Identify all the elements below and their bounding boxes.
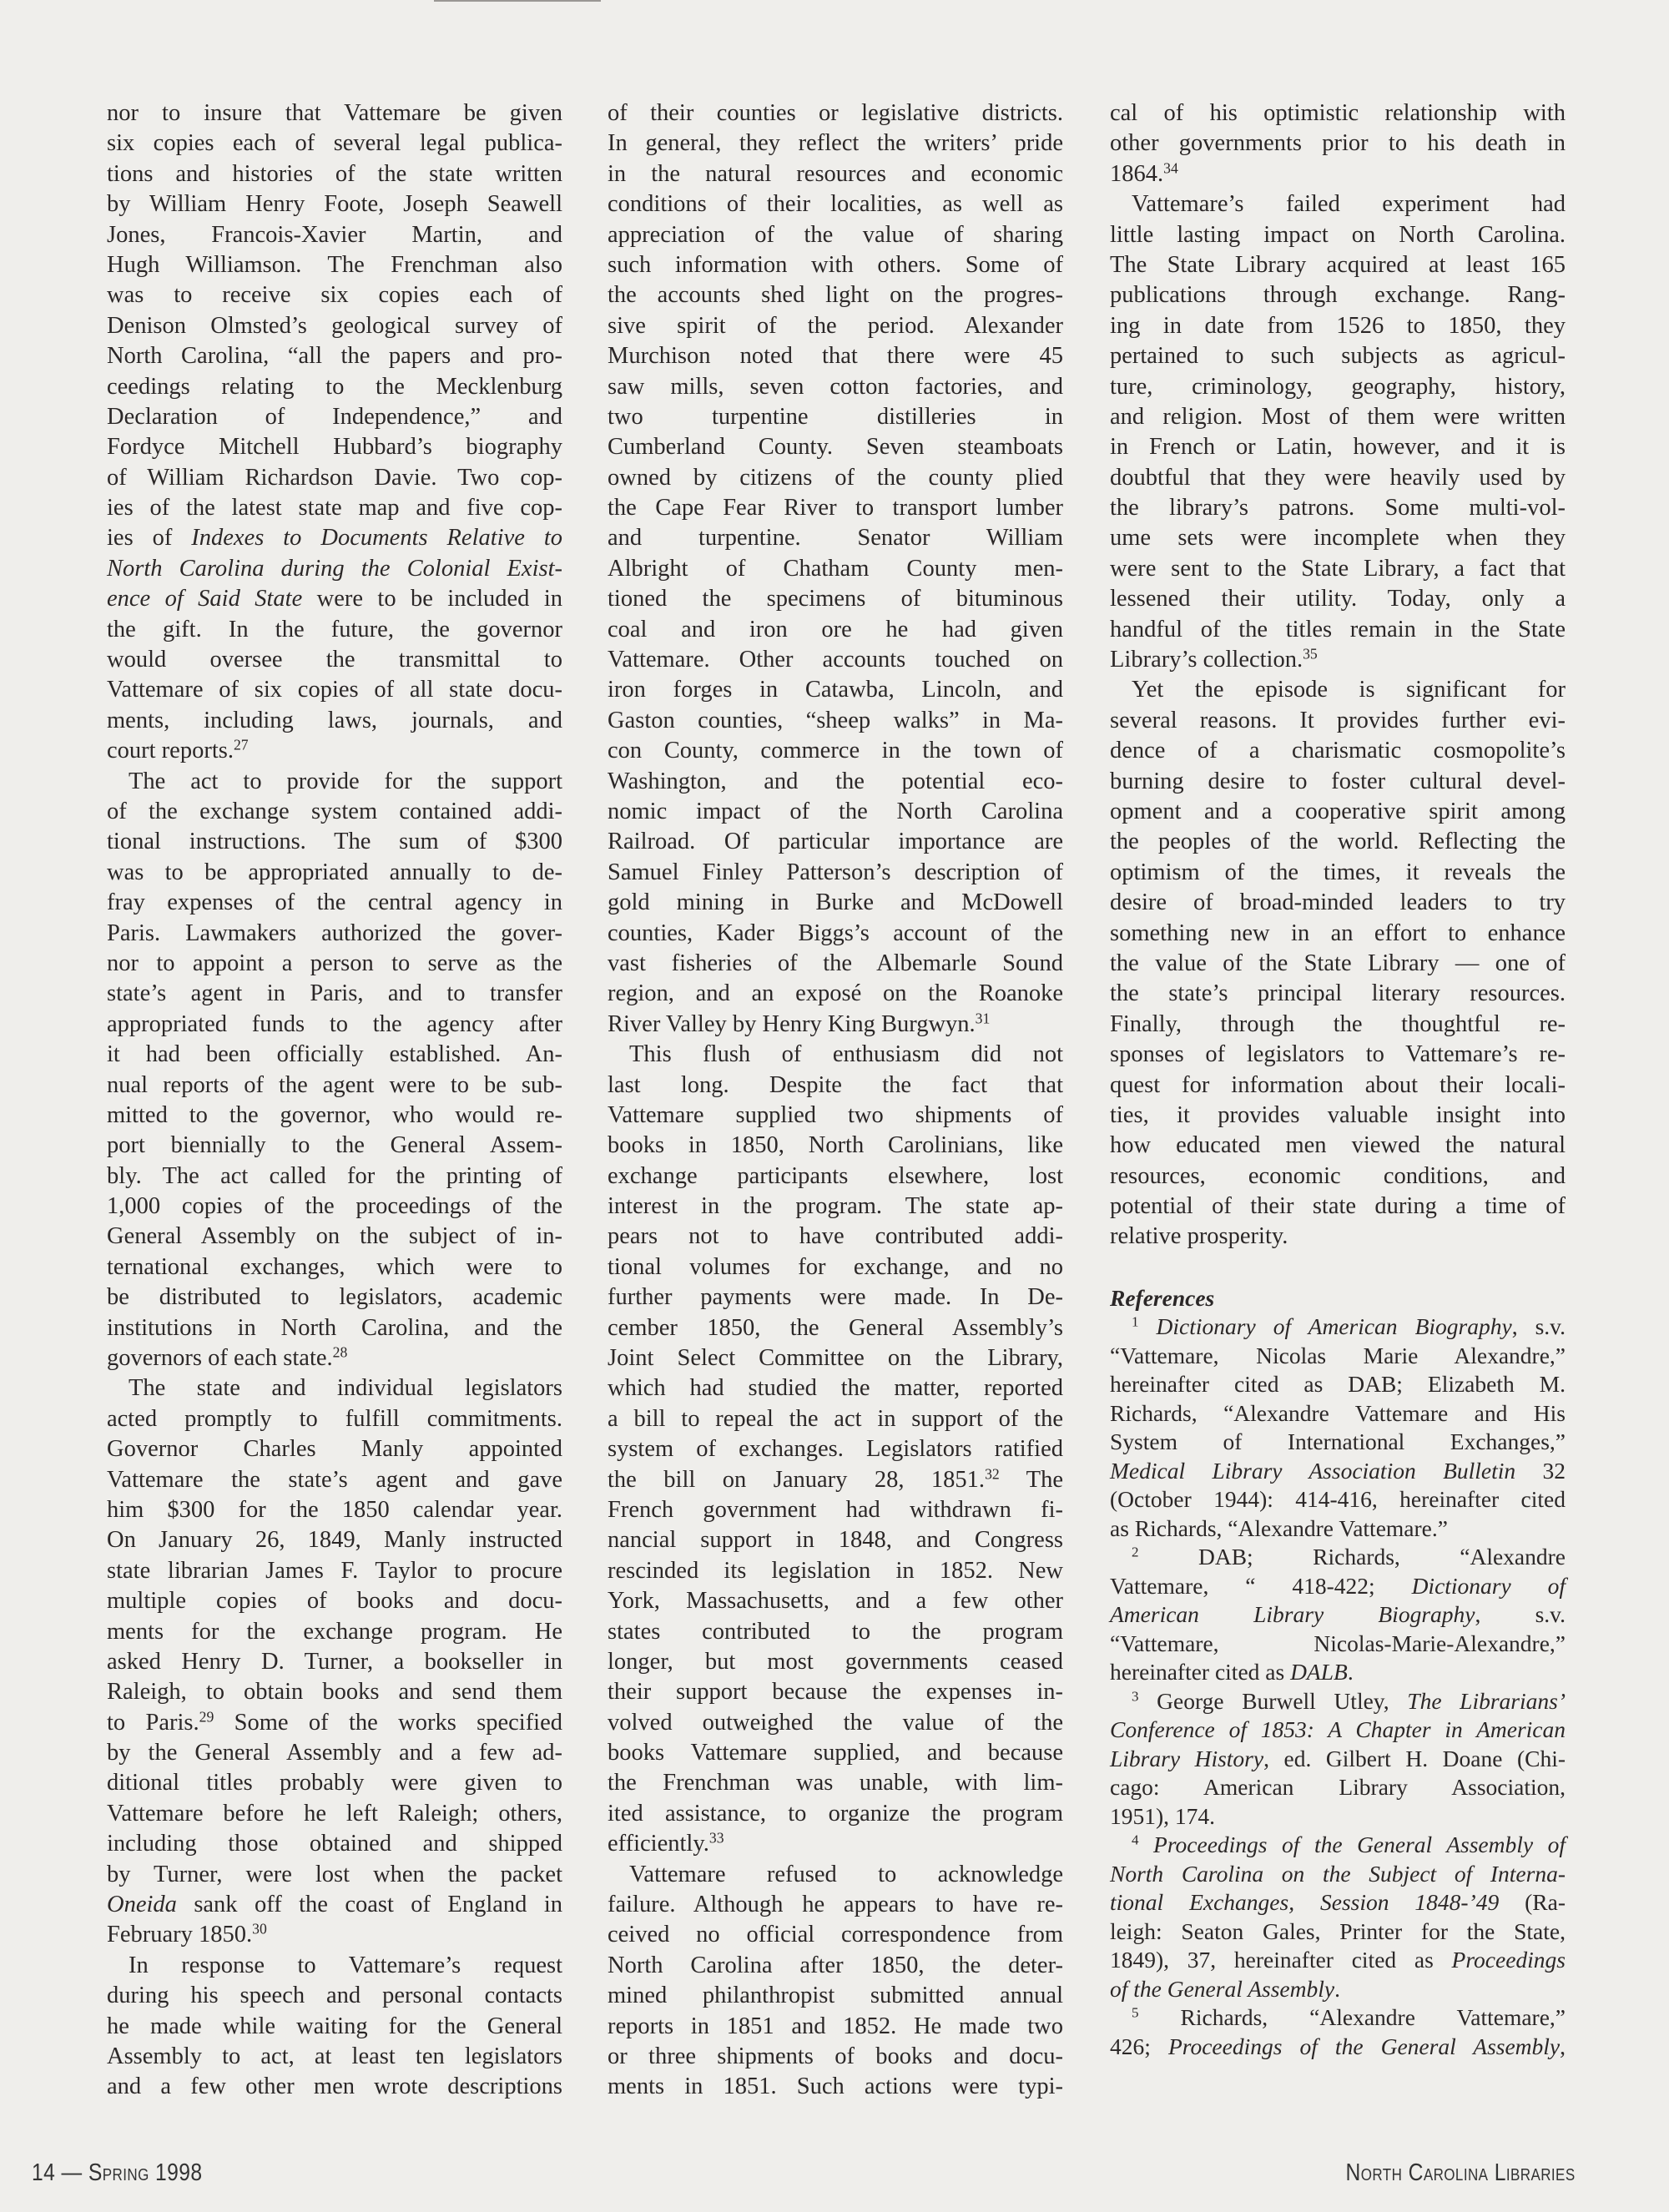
text-line: port biennially to the General Assem- [107, 1132, 562, 1159]
text-line: opment and a cooperative spirit among [1110, 798, 1566, 824]
text-line: of William Richardson Davie. Two cop- [107, 464, 562, 491]
text-line: ence of Said State were to be included in [107, 586, 562, 612]
top-rule [434, 0, 601, 2]
footnote-marker: 30 [252, 1920, 267, 1937]
text-line: of the General Assembly. [1110, 1975, 1340, 2002]
text-line: North Carolina during the Colonial Exist- [107, 555, 562, 582]
text-line: North Carolina after 1850, the deter- [608, 1952, 1063, 1978]
text-line: Paris. Lawmakers authorized the gover- [107, 920, 562, 946]
text-line: asked Henry D. Turner, a bookseller in [107, 1648, 562, 1675]
text-line: doubtful that they were heavily used by [1110, 464, 1566, 491]
paragraph [1110, 98, 1566, 189]
text-line: lessened their utility. Today, only a [1110, 586, 1566, 612]
text-line: Yet the episode is significant for [1132, 677, 1566, 703]
text-line: region, and an exposé on the Roanoke [608, 980, 1063, 1007]
paragraph [608, 98, 1063, 1040]
paragraph [107, 767, 562, 1374]
text-line: North Carolina, “all the papers and pro- [107, 343, 562, 370]
paragraph [107, 98, 562, 767]
text-line: ceedings relating to the Mecklenburg [107, 373, 562, 400]
text-line: the gift. In the future, the governor [107, 616, 562, 642]
text-line: hereinafter cited as DAB; Elizabeth M. [1110, 1371, 1566, 1398]
text-line: Vattemare, “ 418-422; Dictionary of [1110, 1572, 1566, 1599]
text-line: Medical Library Association Bulletin 32 [1110, 1457, 1566, 1484]
text-line: quest for information about their locali- [1110, 1071, 1566, 1098]
text-line: conditions of their localities, as well as [608, 191, 1063, 218]
text-line: to Paris.$^{29}$ Some of the works specified [107, 1708, 562, 1736]
text-line: $^5$ Richards, “Alexandre Vattemare,” [1132, 2004, 1566, 2031]
text-line: iron forges in Catawba, Lincoln, and [608, 677, 1063, 703]
text-line: books in 1850, North Carolinians, like [608, 1132, 1063, 1159]
text-line: by Turner, were lost when the packet [107, 1861, 562, 1887]
text-line: American Library Biography, s.v. [1110, 1601, 1566, 1628]
text-line: The state and individual legislators [129, 1375, 562, 1402]
text-line: Library’s collection.$^{35}$ [1110, 645, 1318, 673]
text-line: potential of their state during a time of [1110, 1193, 1566, 1220]
text-line: $^3$ George Burwell Utley, The Librarians’ [1132, 1687, 1566, 1714]
text-line: System of International Exchanges,” [1110, 1428, 1566, 1455]
text-line: state librarian James F. Taylor to procure [107, 1557, 562, 1584]
footer-page-issue: 14 — Spring 1998 [32, 2159, 203, 2186]
text-line: Fordyce Mitchell Hubbard’s biography [107, 434, 562, 461]
text-line: cal of his optimistic relationship with [1110, 100, 1566, 126]
footnote-marker: 4 [1132, 1832, 1139, 1848]
text-line: The act to provide for the support [129, 768, 562, 794]
text-line: tional instructions. The sum of $300 [107, 829, 562, 855]
text-line: it had been officially established. An- [107, 1041, 562, 1068]
text-line: hereinafter cited as DALB. [1110, 1659, 1354, 1685]
text-line: mitted to the governor, who would re- [107, 1101, 562, 1128]
text-line: six copies each of several legal publica- [107, 130, 562, 157]
reference-entry [1110, 2003, 1566, 2061]
text-line: tioned the specimens of bituminous [608, 586, 1063, 612]
text-line: the accounts shed light on the progres- [608, 282, 1063, 309]
text-line: North Carolina on the Subject of Interna- [1110, 1860, 1566, 1887]
text-line: something new in an effort to enhance [1110, 920, 1566, 946]
text-line: Richards, “Alexandre Vattemare and His [1110, 1399, 1566, 1426]
paragraph [608, 1040, 1063, 1860]
text-line: Library History, ed. Gilbert H. Doane (Chi- [1110, 1745, 1566, 1771]
text-line: Railroad. Of particular importance are [608, 829, 1063, 855]
text-line: relative prosperity. [1110, 1223, 1288, 1250]
text-line: state’s agent in Paris, and to transfer [107, 980, 562, 1007]
text-line: appropriated funds to the agency after [107, 1010, 562, 1037]
text-line: nual reports of the agent were to be sub- [107, 1071, 562, 1098]
reference-entry [1110, 1831, 1566, 2003]
text-line: the Frenchman was unable, with lim- [608, 1770, 1063, 1796]
text-line: and religion. Most of them were written [1110, 403, 1566, 430]
text-line: the library’s patrons. Some multi-vol- [1110, 495, 1566, 522]
text-line: General Assembly on the subject of in- [107, 1223, 562, 1250]
text-line: Gaston counties, “sheep walks” in Ma- [608, 707, 1063, 733]
footnote-marker: 5 [1132, 2004, 1139, 2021]
footnote-marker: 31 [975, 1010, 991, 1027]
paragraph [1110, 675, 1566, 1252]
text-line: the peoples of the world. Reflecting the [1110, 829, 1566, 855]
text-line: the state’s principal literary resources. [1110, 980, 1566, 1007]
text-line: Oneida sank off the coast of England in [107, 1892, 562, 1918]
text-line: tional Exchanges, Session 1848-’49 (Ra- [1110, 1889, 1566, 1916]
footnote-marker: 29 [199, 1708, 214, 1725]
text-line: Jones, Francois-Xavier Martin, and [107, 221, 562, 248]
text-line: fray expenses of the central agency in [107, 889, 562, 916]
text-line: French government had withdrawn fi- [608, 1496, 1063, 1523]
column-3-body [1110, 98, 1566, 1252]
reference-entry [1110, 1687, 1566, 1832]
text-line: ing in date from 1526 to 1850, they [1110, 312, 1566, 339]
text-line: governors of each state.$^{28}$ [107, 1343, 348, 1372]
text-line: York, Massachusetts, and a few other [608, 1588, 1063, 1615]
text-line: books Vattemare supplied, and because [608, 1740, 1063, 1766]
text-line: February 1850.30 [107, 1920, 267, 1948]
text-line: “Vattemare, Nicolas-Marie-Alexandre,” [1110, 1630, 1566, 1656]
text-line: two turpentine distilleries in [608, 403, 1063, 430]
text-line: sive spirit of the period. Alexander [608, 312, 1063, 339]
text-line: con County, commerce in the town of [608, 738, 1063, 764]
text-line: desire of broad-minded leaders to try [1110, 889, 1566, 916]
text-line: the Cape Fear River to transport lumber [608, 495, 1063, 522]
text-line: Vattemare’s failed experiment had [1132, 191, 1566, 218]
text-line: bly. The act called for the printing of [107, 1162, 562, 1189]
footer-publication-name: North Carolina Libraries [1345, 2159, 1576, 2186]
text-line: publications through exchange. Rang- [1110, 282, 1566, 309]
text-line: Vattemare refused to acknowledge [629, 1861, 1063, 1887]
text-line: as Richards, “Alexandre Vattemare.” [1110, 1514, 1448, 1541]
text-line: (October 1944): 414-416, hereinafter cited [1110, 1486, 1566, 1513]
text-line: pears not to have contributed addi- [608, 1223, 1063, 1250]
text-line: was to receive six copies each of [107, 282, 562, 309]
text-line: Assembly to act, at least ten legislators [107, 2043, 562, 2069]
text-line: Raleigh, to obtain books and send them [107, 1679, 562, 1706]
column-3 [1110, 98, 1566, 2061]
text-line: other governments prior to his death in [1110, 130, 1566, 157]
footnote-marker: 2 [1132, 1544, 1139, 1560]
text-line: how educated men viewed the natural [1110, 1132, 1566, 1159]
footnote-marker: 34 [1163, 159, 1178, 177]
text-line: Denison Olmsted’s geological survey of [107, 312, 562, 339]
text-line: in French or Latin, however, and it is [1110, 434, 1566, 461]
text-line: by William Henry Foote, Joseph Seawell [107, 191, 562, 218]
text-line: was to be appropriated annually to de- [107, 859, 562, 885]
footnote-marker: 35 [1303, 645, 1318, 663]
text-line: ies of Indexes to Documents Relative to [107, 525, 562, 552]
text-line: further payments were made. In De- [608, 1284, 1063, 1311]
text-line: nancial support in 1848, and Congress [608, 1527, 1063, 1554]
text-line: Murchison noted that there were 45 [608, 343, 1063, 370]
text-line: coal and iron ore he had given [608, 616, 1063, 642]
text-line: ments in 1851. Such actions were typi- [608, 2073, 1063, 2100]
text-line: counties, Kader Biggs’s account of the [608, 920, 1063, 946]
text-line: their support because the expenses in- [608, 1679, 1063, 1706]
text-line: saw mills, seven cotton factories, and [608, 373, 1063, 400]
text-line: Vattemare the state’s agent and gave [107, 1466, 562, 1493]
column-2 [608, 98, 1063, 2103]
text-line: by the General Assembly and a few ad- [107, 1740, 562, 1766]
text-line: The State Library acquired at least 165 [1110, 251, 1566, 278]
text-line: ture, criminology, geography, history, [1110, 373, 1566, 400]
text-line: which had studied the matter, reported [608, 1375, 1063, 1402]
text-line: 1951), 174. [1110, 1802, 1216, 1829]
text-line: ited assistance, to organize the program [608, 1800, 1063, 1827]
paragraph [1110, 189, 1566, 675]
text-line: be distributed to legislators, academic [107, 1284, 562, 1311]
text-line: resources, economic conditions, and [1110, 1162, 1566, 1189]
text-line: system of exchanges. Legislators ratified [608, 1436, 1063, 1463]
text-line: cember 1850, the General Assembly’s [608, 1314, 1063, 1341]
text-line: vast fisheries of the Albemarle Sound [608, 950, 1063, 976]
text-line: Washington, and the potential eco- [608, 768, 1063, 794]
text-line: of the exchange system contained addi- [107, 798, 562, 824]
text-line: Declaration of Independence,” and [107, 403, 562, 430]
text-line: longer, but most governments ceased [608, 1648, 1063, 1675]
text-line: leigh: Seaton Gales, Printer for the State, [1110, 1917, 1566, 1944]
text-line: would oversee the transmittal to [107, 647, 562, 673]
text-line: such information with others. Some of [608, 251, 1063, 278]
text-line: Governor Charles Manly appointed [107, 1436, 562, 1463]
text-line: nomic impact of the North Carolina [608, 798, 1063, 824]
text-line: institutions in North Carolina, and the [107, 1314, 562, 1341]
text-line: in the natural resources and economic [608, 160, 1063, 187]
text-line: several reasons. It provides further evi- [1110, 707, 1566, 733]
reference-entry [1110, 1543, 1566, 1687]
text-line: handful of the titles remain in the State [1110, 616, 1566, 642]
text-line: and a few other men wrote descriptions [107, 2073, 562, 2100]
text-line: ceived no official correspondence from [608, 1922, 1063, 1948]
text-line: ternational exchanges, which were to [107, 1253, 562, 1280]
text-line: pertained to such subjects as agricul- [1110, 343, 1566, 370]
text-line: during his speech and personal contacts [107, 1983, 562, 2009]
text-line: $^1$ Dictionary of American Biography, s.v. [1132, 1313, 1566, 1340]
text-line: ies of the latest state map and five cop- [107, 495, 562, 522]
text-line: the value of the State Library — one of [1110, 950, 1566, 976]
reference-entry [1110, 1313, 1566, 1543]
text-line: ume sets were incomplete when they [1110, 525, 1566, 552]
footnote-marker: 27 [233, 736, 249, 753]
text-line: volved outweighed the value of the [608, 1709, 1063, 1736]
text-line: him $300 for the 1850 calendar year. [107, 1496, 562, 1523]
text-line: owned by citizens of the county plied [608, 464, 1063, 491]
text-line: Conference of 1853: A Chapter in American [1110, 1716, 1566, 1743]
text-line: multiple copies of books and docu- [107, 1588, 562, 1615]
text-line: Albright of Chatham County men- [608, 555, 1063, 582]
text-line: interest in the program. The state ap- [608, 1193, 1063, 1220]
text-line: cago: American Library Association, [1110, 1774, 1566, 1801]
text-line: On January 26, 1849, Manly instructed [107, 1527, 562, 1554]
text-line: In general, they reflect the writers’ pride [608, 130, 1063, 157]
text-line: Hugh Williamson. The Frenchman also [107, 251, 562, 278]
text-line: were sent to the State Library, a fact that [1110, 555, 1566, 582]
paragraph [107, 1373, 562, 1950]
text-line: acted promptly to fulfill commitments. [107, 1405, 562, 1432]
text-line: little lasting impact on North Carolina. [1110, 221, 1566, 248]
text-line: In response to Vattemare’s request [129, 1952, 562, 1978]
text-line: sponses of legislators to Vattemare’s re- [1110, 1041, 1566, 1068]
text-line: Cumberland County. Seven steamboats [608, 434, 1063, 461]
text-line: the bill on January 28, 1851.32 The [608, 1464, 1063, 1493]
text-line: “Vattemare, Nicolas Marie Alexandre,” [1110, 1342, 1566, 1368]
text-line: and turpentine. Senator William [608, 525, 1063, 552]
footnote-marker: 33 [708, 1829, 724, 1847]
text-line: nor to appoint a person to serve as the [107, 950, 562, 976]
text-line: including those obtained and shipped [107, 1831, 562, 1857]
text-line: failure. Although he appears to have re- [608, 1892, 1063, 1918]
references-list [1110, 1313, 1566, 2061]
text-line: appreciation of the value of sharing [608, 221, 1063, 248]
text-line: or three shipments of books and docu- [608, 2043, 1063, 2069]
text-line: Vattemare. Other accounts touched on [608, 647, 1063, 673]
text-line: mined philanthropist submitted annual [608, 1983, 1063, 2009]
text-line: he made while waiting for the General [107, 2013, 562, 2039]
text-line: nor to insure that Vattemare be given [107, 100, 562, 126]
text-line: 1849), 37, hereinafter cited as Proceedings [1110, 1947, 1566, 1973]
text-line: exchange participants elsewhere, lost [608, 1162, 1063, 1189]
text-line: 426; Proceedings of the General Assembly, [1110, 2033, 1566, 2059]
text-line: gold mining in Burke and McDowell [608, 889, 1063, 916]
text-line: optimism of the times, it reveals the [1110, 859, 1566, 885]
text-line: reports in 1851 and 1852. He made two [608, 2013, 1063, 2039]
text-line: of their counties or legislative districts. [608, 100, 1063, 126]
references-heading: References [1110, 1284, 1215, 1311]
text-line: Vattemare supplied two shipments of [608, 1101, 1063, 1128]
text-line: 1,000 copies of the proceedings of the [107, 1193, 562, 1220]
text-line: ments, including laws, journals, and [107, 707, 562, 733]
text-line: last long. Despite the fact that [608, 1071, 1063, 1098]
text-line: court reports.$^{27}$ [107, 736, 249, 764]
text-line: a bill to repeal the act in support of the [608, 1405, 1063, 1432]
footnote-marker: 1 [1132, 1313, 1139, 1330]
text-line: states contributed to the program [608, 1618, 1063, 1645]
text-line: $^2$ DAB; Richards, “Alexandre [1132, 1544, 1566, 1570]
text-line: This flush of enthusiasm did not [629, 1041, 1063, 1068]
text-line: dence of a charismatic cosmopolite’s [1110, 738, 1566, 764]
text-line: tional volumes for exchange, and no [608, 1253, 1063, 1280]
column-1 [107, 98, 562, 2103]
text-line: Samuel Finley Patterson’s description of [608, 859, 1063, 885]
footnote-marker: 3 [1132, 1688, 1139, 1705]
footnote-marker: 32 [985, 1464, 1000, 1482]
text-line: River Valley by Henry King Burgwyn.$^{31}$ [608, 1010, 991, 1037]
text-line: ties, it provides valuable insight into [1110, 1101, 1566, 1128]
paragraph [107, 1951, 562, 2103]
text-line: burning desire to foster cultural devel- [1110, 768, 1566, 794]
paragraph [608, 1860, 1063, 2103]
text-line: ments for the exchange program. He [107, 1618, 562, 1645]
text-line: Joint Select Committee on the Library, [608, 1345, 1063, 1372]
text-line: Vattemare of six copies of all state docu- [107, 677, 562, 703]
text-line: 1864.34 [1110, 159, 1178, 187]
text-line: Vattemare before he left Raleigh; others, [107, 1800, 562, 1827]
text-line: $^4$ Proceedings of the General Assembly of [1132, 1832, 1566, 1858]
text-line: rescinded its legislation in 1852. New [608, 1557, 1063, 1584]
text-line: Finally, through the thoughtful re- [1110, 1010, 1566, 1037]
text-line: efficiently.$^{33}$ [608, 1829, 724, 1857]
footnote-marker: 28 [332, 1343, 348, 1361]
text-line: tions and histories of the state written [107, 160, 562, 187]
references-section [1110, 1284, 1566, 2062]
text-line: ditional titles probably were given to [107, 1770, 562, 1796]
